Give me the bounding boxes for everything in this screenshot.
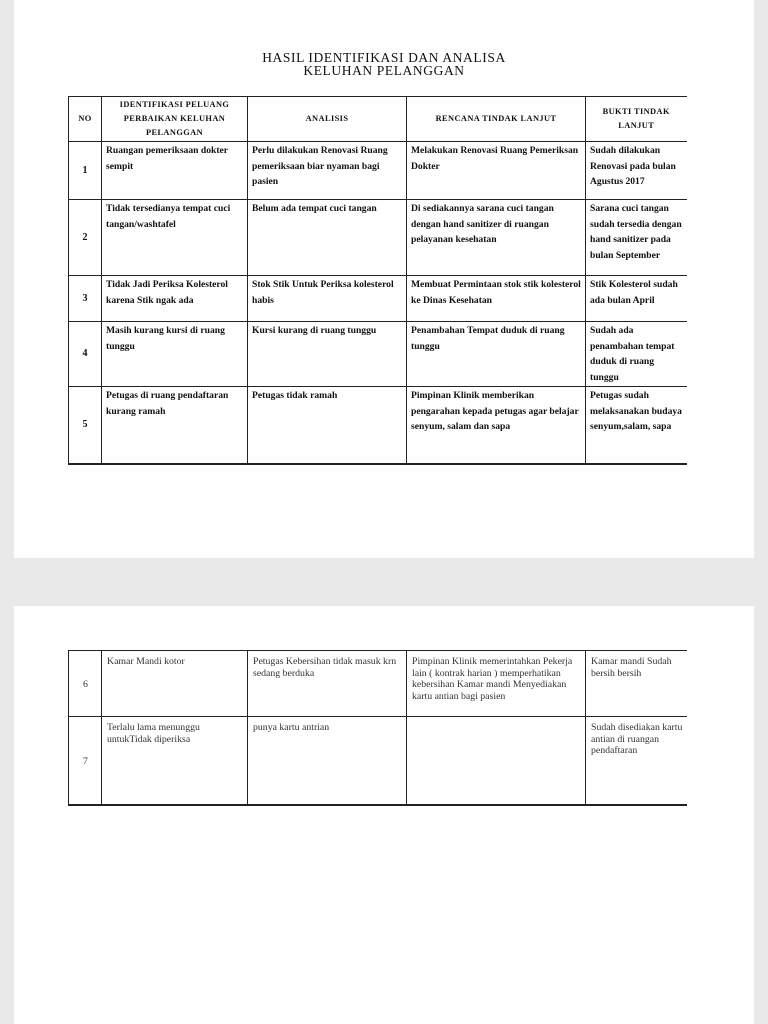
complaint-analysis-table bbox=[68, 96, 687, 465]
table-row bbox=[69, 276, 687, 322]
header-no: NO bbox=[69, 97, 102, 142]
header-analisis: ANALISIS bbox=[248, 97, 407, 142]
document-title-line2: KELUHAN PELANGGAN bbox=[303, 63, 465, 78]
cell-identifikasi: Terlalu lama menunggu untukTidak diperiksa bbox=[102, 717, 248, 805]
cell-bukti: Petugas sudah melaksanakan budaya senyum,salam, sapa bbox=[586, 387, 687, 464]
header-bukti: BUKTI TINDAK LANJUT bbox=[586, 97, 687, 142]
row-number: 5 bbox=[69, 387, 102, 464]
cell-bukti: Sarana cuci tangan sudah tersedia dengan hand sanitizer pada bulan September bbox=[586, 200, 687, 276]
row-number: 1 bbox=[69, 142, 102, 200]
row-number: 2 bbox=[69, 200, 102, 276]
row-number: 7 bbox=[69, 717, 102, 805]
table-row bbox=[69, 322, 687, 387]
cell-analisis: Perlu dilakukan Renovasi Ruang pemeriksaan biar nyaman bagi pasien bbox=[248, 142, 407, 200]
cell-bukti: Sudah disediakan kartu antian di ruangan pendaftaran bbox=[586, 717, 687, 805]
cell-bukti: Kamar mandi Sudah bersih bersih bbox=[586, 651, 687, 717]
cell-analisis: Petugas tidak ramah bbox=[248, 387, 407, 464]
cell-identifikasi: Petugas di ruang pendaftaran kurang ramah bbox=[102, 387, 248, 464]
cell-identifikasi: Ruangan pemeriksaan dokter sempit bbox=[102, 142, 248, 200]
cell-bukti: Sudah ada penambahan tempat duduk di ruang tunggu bbox=[586, 322, 687, 387]
table-row bbox=[69, 142, 687, 200]
document-title-line1: HASIL IDENTIFIKASI DAN ANALISA bbox=[262, 50, 506, 65]
cell-bukti: Sudah dilakukan Renovasi pada bulan Agustus 2017 bbox=[586, 142, 687, 200]
row-number: 3 bbox=[69, 276, 102, 322]
cell-identifikasi: Tidak tersedianya tempat cuci tangan/washtafel bbox=[102, 200, 248, 276]
cell-analisis: punya kartu antrian bbox=[248, 717, 407, 805]
table-header-row bbox=[69, 97, 687, 142]
cell-analisis: Kursi kurang di ruang tunggu bbox=[248, 322, 407, 387]
complaint-analysis-table-continued bbox=[68, 650, 687, 806]
row-number: 6 bbox=[69, 651, 102, 717]
header-identifikasi: IDENTIFIKASI PELUANG PERBAIKAN KELUHAN PELANGGAN bbox=[102, 97, 248, 142]
cell-identifikasi: Masih kurang kursi di ruang tunggu bbox=[102, 322, 248, 387]
cell-rencana: Pimpinan Klinik memberikan pengarahan kepada petugas agar belajar senyum, salam dan sapa bbox=[407, 387, 586, 464]
cell-analisis: Stok Stik Untuk Periksa kolesterol habis bbox=[248, 276, 407, 322]
table-row bbox=[69, 717, 687, 805]
cell-analisis: Petugas Kebersihan tidak masuk krn sedang berduka bbox=[248, 651, 407, 717]
header-rencana: RENCANA TINDAK LANJUT bbox=[407, 97, 586, 142]
cell-rencana bbox=[407, 717, 586, 805]
cell-rencana: Melakukan Renovasi Ruang Pemeriksan Dokter bbox=[407, 142, 586, 200]
cell-analisis: Belum ada tempat cuci tangan bbox=[248, 200, 407, 276]
cell-identifikasi: Kamar Mandi kotor bbox=[102, 651, 248, 717]
row-number: 4 bbox=[69, 322, 102, 387]
table-row bbox=[69, 651, 687, 717]
cell-rencana: Membuat Permintaan stok stik kolesterol ke Dinas Kesehatan bbox=[407, 276, 586, 322]
cell-rencana: Di sediakannya sarana cuci tangan dengan hand sanitizer di ruangan pelayanan kesehatan bbox=[407, 200, 586, 276]
cell-bukti: Stik Kolesterol sudah ada bulan April bbox=[586, 276, 687, 322]
table-row bbox=[69, 200, 687, 276]
table-row bbox=[69, 387, 687, 464]
cell-rencana: Penambahan Tempat duduk di ruang tunggu bbox=[407, 322, 586, 387]
cell-rencana: Pimpinan Klinik memerintahkan Pekerja lain ( kontrak harian ) memperhatikan kebersihan Kamar mandi Menyediakan kartu antian bagi pasien bbox=[407, 651, 586, 717]
cell-identifikasi: Tidak Jadi Periksa Kolesterol karena Stik ngak ada bbox=[102, 276, 248, 322]
